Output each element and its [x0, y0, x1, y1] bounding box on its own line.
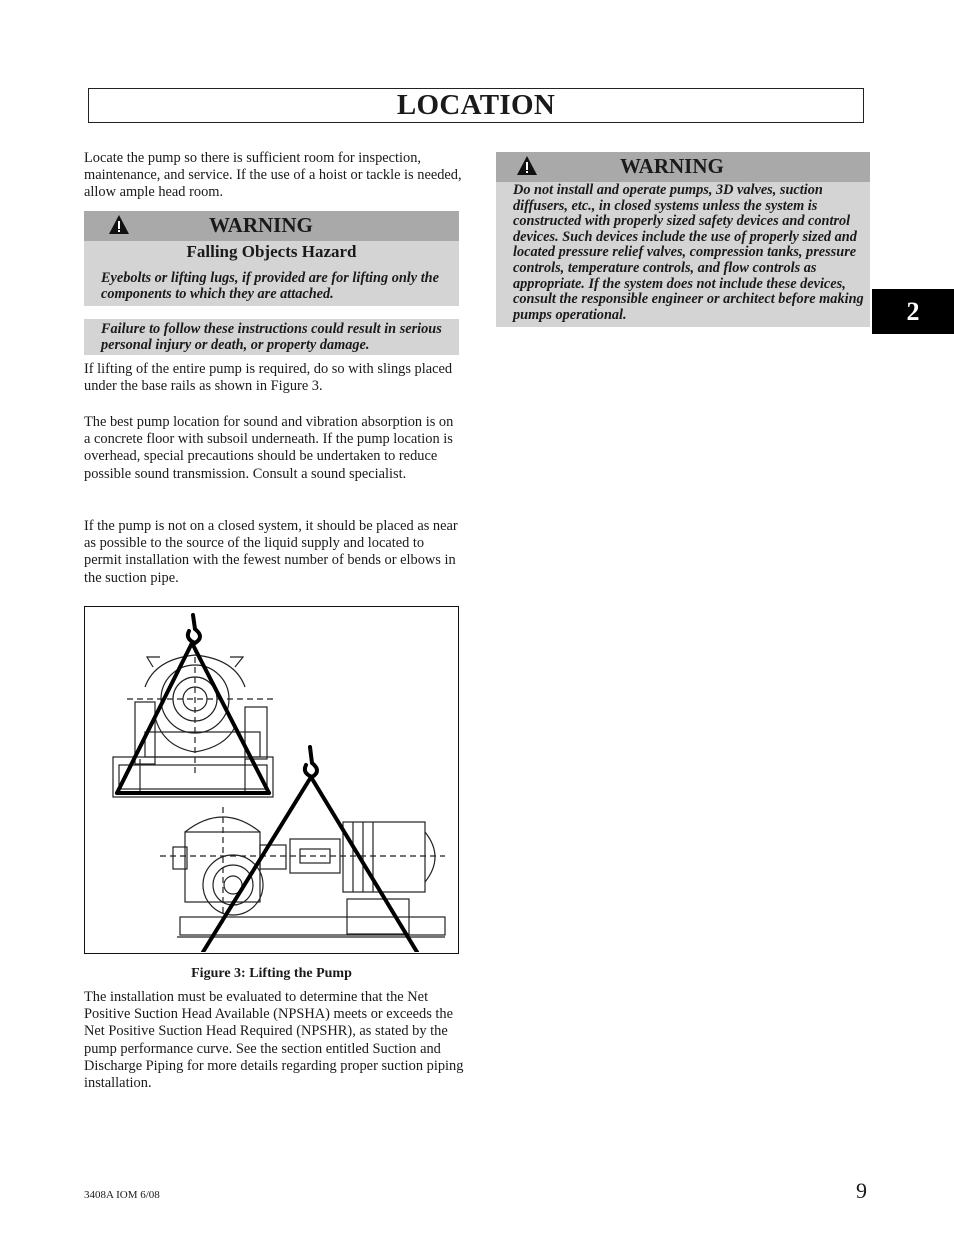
document-code: 3408A IOM 6/08 — [84, 1189, 160, 1201]
warning-triangle-icon — [516, 155, 538, 177]
warning-body: Eyebolts or lifting lugs, if provided are for lifting only the components to which they are attached. — [101, 270, 439, 302]
warning-label: WARNING — [209, 213, 313, 237]
figure-caption: Figure 3: Lifting the Pump — [191, 966, 352, 981]
warning-header — [84, 211, 459, 241]
sound-paragraph: The best pump location for sound and vibration absorption is on a concrete floor with subsoil underneath. If the pump location is overhead, special precautions should be undertaken to reduce possible sound transmission. Consult a sound specialist. — [84, 414, 454, 482]
figure-lifting-pump — [84, 606, 459, 954]
closed-system-paragraph: If the pump is not on a closed system, it should be placed as near as possible to the source of the liquid supply and located to permit installation with the fewest number of bends or elbows in the suction pipe. — [84, 518, 458, 586]
warning-body: Do not install and operate pumps, 3D valves, suction diffusers, etc., in closed systems unless the system is constructed with properly sized safety devices and control devices. Such devices include the use of properly sized and located pressure relief valves, compression tanks, pressure controls, temperature controls, and flow controls as appropriate. If the system does not include these devices, consult the responsible engineer or architect before making pumps operational. — [513, 182, 864, 323]
page-title: LOCATION — [88, 88, 864, 123]
lifting-paragraph: If lifting of the entire pump is required, do so with slings placed under the base rails as shown in Figure 3. — [84, 361, 453, 395]
warning-box-falling-objects — [84, 211, 459, 306]
warning-box-closed-systems — [496, 152, 870, 327]
warning-triangle-icon — [108, 214, 130, 236]
page-number: 9 — [856, 1178, 867, 1203]
failure-notice: Failure to follow these instructions could result in serious personal injury or death, or property damage. — [84, 319, 459, 355]
warning-label: WARNING — [620, 154, 724, 178]
intro-paragraph: Locate the pump so there is sufficient room for inspection, maintenance, and service. If the use of a hoist or tackle is needed, allow ample head room. — [84, 150, 462, 201]
pump-lifting-illustration — [85, 607, 457, 952]
warning-subtitle: Falling Objects Hazard — [186, 242, 357, 261]
npsh-paragraph: The installation must be evaluated to determine that the Net Positive Suction Head Available (NPSHA) meets or exceeds the Net Positive Suction Head Required (NPSHR), as stated by the pump performance curve. See the section entitled Suction and Discharge Piping for more details regarding proper suction piping installation. — [84, 989, 464, 1092]
chapter-tab: 2 — [872, 289, 954, 334]
warning-header — [496, 152, 870, 182]
